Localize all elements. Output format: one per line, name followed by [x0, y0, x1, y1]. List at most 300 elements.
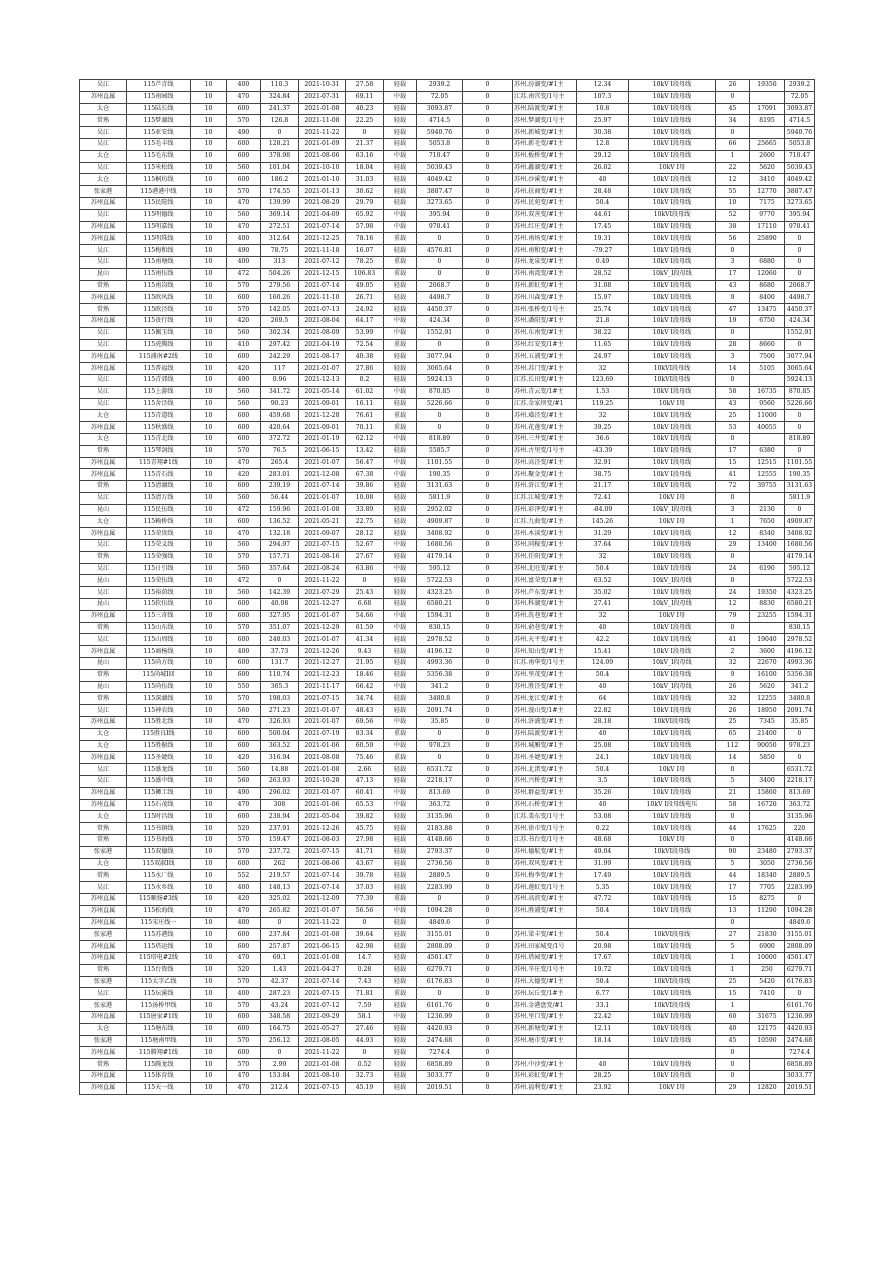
- table-row: [80, 256, 815, 268]
- line-name-cell: 115佩玉线: [127, 327, 191, 339]
- load-level-cell: 中载: [384, 91, 417, 103]
- voltage-cell: 10: [191, 669, 227, 681]
- user-capacity-cell: 18950: [750, 705, 785, 717]
- remaining-capacity-cell: 3480.8: [417, 693, 463, 705]
- region-cell: 苏州直属: [80, 221, 127, 233]
- table-row: [80, 398, 815, 410]
- available-capacity-cell: 1236.99: [785, 1011, 815, 1023]
- available-capacity-cell: 2889.5: [785, 870, 815, 882]
- load-level-cell: 轻载: [384, 976, 417, 988]
- available-capacity-cell: 0: [785, 893, 815, 905]
- busbar-cell: 10kV Ⅰ段母线: [629, 988, 716, 1000]
- flag-cell: 0: [463, 1059, 513, 1071]
- date-cell: 2021-07-14: [299, 870, 346, 882]
- user-count-cell: 0: [716, 622, 750, 634]
- flag-cell: 0: [463, 1000, 513, 1012]
- sub-rate-cell: 47.72: [577, 893, 629, 905]
- busbar-cell: 10kV_Ⅰ段母线: [629, 658, 716, 670]
- sub-rate-cell: 5.35: [577, 882, 629, 894]
- region-cell: 张家港: [80, 186, 127, 198]
- capacity-cell: 520: [227, 823, 261, 835]
- user-count-cell: 0: [716, 433, 750, 445]
- line-name-cell: 115米松线: [127, 162, 191, 174]
- user-capacity-cell: 19040: [750, 634, 785, 646]
- load-rate-cell: 2.66: [346, 764, 384, 776]
- busbar-cell: 10kV Ⅰ段母线: [629, 551, 716, 563]
- load-level-cell: 轻载: [384, 599, 417, 611]
- substation-cell: 苏州.兴桥变/#1主: [513, 776, 577, 788]
- load-cell: 76.5: [261, 445, 299, 457]
- voltage-cell: 10: [191, 103, 227, 115]
- available-capacity-cell: 4450.37: [785, 304, 815, 316]
- busbar-cell: 10kV Ⅰ段母线: [629, 150, 716, 162]
- load-level-cell: 轻载: [384, 858, 417, 870]
- busbar-cell: 10kVⅠ段母线: [629, 717, 716, 729]
- remaining-capacity-cell: 395.94: [417, 209, 463, 221]
- busbar-cell: 10kV Ⅰ段母线: [629, 256, 716, 268]
- voltage-cell: 10: [191, 1023, 227, 1035]
- load-rate-cell: 62.12: [346, 433, 384, 445]
- sub-rate-cell: 32: [577, 363, 629, 375]
- load-cell: 239.19: [261, 481, 299, 493]
- busbar-cell: 10kV Ⅰ段母线: [629, 1023, 716, 1035]
- table-row: [80, 823, 815, 835]
- region-cell: 吴江: [80, 245, 127, 257]
- capacity-cell: 570: [227, 304, 261, 316]
- flag-cell: 0: [463, 929, 513, 941]
- flag-cell: 0: [463, 398, 513, 410]
- region-cell: 太仓: [80, 150, 127, 162]
- line-name-cell: 115欧风线: [127, 292, 191, 304]
- remaining-capacity-cell: 3887.47: [417, 186, 463, 198]
- user-count-cell: 0: [716, 91, 750, 103]
- substation-cell: 苏州.彩虹变/#1主: [513, 1070, 577, 1082]
- region-cell: 太仓: [80, 516, 127, 528]
- region-cell: 吴江: [80, 492, 127, 504]
- user-count-cell: 53: [716, 422, 750, 434]
- sub-rate-cell: 1.53: [577, 386, 629, 398]
- user-capacity-cell: 6190: [750, 563, 785, 575]
- user-count-cell: 0: [716, 327, 750, 339]
- flag-cell: 0: [463, 351, 513, 363]
- sub-rate-cell: 29.12: [577, 150, 629, 162]
- load-cell: 159.47: [261, 835, 299, 847]
- table-row: [80, 905, 815, 917]
- table-row: [80, 197, 815, 209]
- busbar-cell: 10kV Ⅰ段母线: [629, 1011, 716, 1023]
- sub-rate-cell: 63.52: [577, 575, 629, 587]
- load-level-cell: 轻载: [384, 929, 417, 941]
- region-cell: 苏州直属: [80, 422, 127, 434]
- user-count-cell: 0: [716, 1047, 750, 1059]
- user-capacity-cell: 2600: [750, 150, 785, 162]
- voltage-cell: 10: [191, 622, 227, 634]
- remaining-capacity-cell: 4196.12: [417, 646, 463, 658]
- flag-cell: 0: [463, 658, 513, 670]
- flag-cell: 0: [463, 1035, 513, 1047]
- user-count-cell: 29: [716, 1082, 750, 1094]
- sub-rate-cell: 35.26: [577, 787, 629, 799]
- available-capacity-cell: 978.23: [785, 740, 815, 752]
- region-cell: 常熟: [80, 964, 127, 976]
- busbar-cell: 10kV Ⅰ段母线: [629, 776, 716, 788]
- user-capacity-cell: [750, 551, 785, 563]
- line-name-cell: 115浦南#2线: [127, 351, 191, 363]
- capacity-cell: 400: [227, 882, 261, 894]
- load-rate-cell: 37.03: [346, 882, 384, 894]
- date-cell: 2021-08-06: [299, 858, 346, 870]
- table-row: [80, 481, 815, 493]
- date-cell: 2021-05-27: [299, 1023, 346, 1035]
- load-level-cell: 轻载: [384, 351, 417, 363]
- flag-cell: 0: [463, 162, 513, 174]
- region-cell: 吴江: [80, 587, 127, 599]
- remaining-capacity-cell: 978.23: [417, 740, 463, 752]
- available-capacity-cell: 2939.2: [785, 80, 815, 92]
- sub-rate-cell: 38.22: [577, 327, 629, 339]
- capacity-cell: 560: [227, 587, 261, 599]
- available-capacity-cell: 72.05: [785, 91, 815, 103]
- line-name-cell: 115松海线: [127, 905, 191, 917]
- capacity-cell: 600: [227, 669, 261, 681]
- line-name-cell: 115坛溪线: [127, 988, 191, 1000]
- load-cell: 139.99: [261, 197, 299, 209]
- load-rate-cell: 65.92: [346, 209, 384, 221]
- user-capacity-cell: 39755: [750, 481, 785, 493]
- load-cell: 279.56: [261, 280, 299, 292]
- available-capacity-cell: 3131.63: [785, 481, 815, 493]
- line-name-cell: 115盛中线: [127, 776, 191, 788]
- load-rate-cell: 70.11: [346, 422, 384, 434]
- load-level-cell: 轻载: [384, 811, 417, 823]
- user-count-cell: 1: [716, 952, 750, 964]
- capacity-cell: 600: [227, 1011, 261, 1023]
- flag-cell: 0: [463, 1047, 513, 1059]
- load-rate-cell: 6.68: [346, 599, 384, 611]
- substation-cell: 苏州.民苑变/#1主: [513, 197, 577, 209]
- load-cell: 265.4: [261, 457, 299, 469]
- date-cell: 2021-01-08: [299, 929, 346, 941]
- remaining-capacity-cell: 3155.01: [417, 929, 463, 941]
- sub-rate-cell: 50.4: [577, 929, 629, 941]
- user-count-cell: 44: [716, 823, 750, 835]
- flag-cell: 0: [463, 870, 513, 882]
- table-row: [80, 929, 815, 941]
- region-cell: 苏州直属: [80, 292, 127, 304]
- load-cell: 157.71: [261, 551, 299, 563]
- sub-rate-cell: 40: [577, 681, 629, 693]
- load-rate-cell: 39.64: [346, 929, 384, 941]
- available-capacity-cell: 6176.83: [785, 976, 815, 988]
- sub-rate-cell: 21.17: [577, 481, 629, 493]
- user-count-cell: 12: [716, 528, 750, 540]
- user-capacity-cell: [750, 492, 785, 504]
- date-cell: 2021-07-12: [299, 256, 346, 268]
- table-row: [80, 893, 815, 905]
- load-level-cell: 重载: [384, 256, 417, 268]
- date-cell: 2021-11-18: [299, 245, 346, 257]
- remaining-capacity-cell: 424.34: [417, 315, 463, 327]
- date-cell: 2021-11-22: [299, 575, 346, 587]
- busbar-cell: 10kV Ⅰ母: [629, 398, 716, 410]
- region-cell: 太仓: [80, 103, 127, 115]
- table-row: [80, 1035, 815, 1047]
- load-level-cell: 轻载: [384, 846, 417, 858]
- line-name-cell: 115明珠线: [127, 233, 191, 245]
- table-row: [80, 658, 815, 670]
- date-cell: 2021-10-31: [299, 80, 346, 92]
- sub-rate-cell: 40: [577, 622, 629, 634]
- capacity-cell: 600: [227, 740, 261, 752]
- available-capacity-cell: 3887.47: [785, 186, 815, 198]
- flag-cell: 0: [463, 304, 513, 316]
- load-rate-cell: 7.43: [346, 976, 384, 988]
- load-level-cell: 重载: [384, 988, 417, 1000]
- voltage-cell: 10: [191, 646, 227, 658]
- region-cell: 太仓: [80, 174, 127, 186]
- available-capacity-cell: 5811.9: [785, 492, 815, 504]
- flag-cell: 0: [463, 327, 513, 339]
- sub-rate-cell: 50.4: [577, 563, 629, 575]
- remaining-capacity-cell: 4420.93: [417, 1023, 463, 1035]
- user-capacity-cell: 13400: [750, 540, 785, 552]
- capacity-cell: 600: [227, 103, 261, 115]
- flag-cell: 0: [463, 752, 513, 764]
- table-row: [80, 127, 815, 139]
- load-cell: 131.7: [261, 658, 299, 670]
- user-count-cell: 9: [716, 669, 750, 681]
- remaining-capacity-cell: 5940.76: [417, 127, 463, 139]
- load-rate-cell: 45.19: [346, 1082, 384, 1094]
- remaining-capacity-cell: 1236.99: [417, 1011, 463, 1023]
- flag-cell: 0: [463, 174, 513, 186]
- table-row: [80, 646, 815, 658]
- user-count-cell: 17: [716, 882, 750, 894]
- flag-cell: 0: [463, 893, 513, 905]
- substation-cell: 苏州.红安变/1#主: [513, 339, 577, 351]
- load-level-cell: 中载: [384, 787, 417, 799]
- region-cell: 吴江: [80, 80, 127, 92]
- substation-cell: 苏州.知山变/#1主: [513, 646, 577, 658]
- capacity-cell: 560: [227, 398, 261, 410]
- date-cell: 2021-12-27: [299, 599, 346, 611]
- voltage-cell: 10: [191, 469, 227, 481]
- sub-rate-cell: 25.08: [577, 740, 629, 752]
- line-name-cell: 115明德线: [127, 209, 191, 221]
- available-capacity-cell: 424.34: [785, 315, 815, 327]
- date-cell: 2021-01-06: [299, 740, 346, 752]
- load-cell: 326.93: [261, 717, 299, 729]
- voltage-cell: 10: [191, 540, 227, 552]
- load-cell: 313: [261, 256, 299, 268]
- busbar-cell: 10kV Ⅰ段母线: [629, 964, 716, 976]
- load-level-cell: 轻载: [384, 551, 417, 563]
- region-cell: 苏州直属: [80, 917, 127, 929]
- region-cell: 常熟: [80, 115, 127, 127]
- sub-rate-cell: 28.25: [577, 1070, 629, 1082]
- user-capacity-cell: [750, 764, 785, 776]
- substation-cell: 苏州.古里变/1号主: [513, 445, 577, 457]
- substation-cell: 苏州.南和变/#1主: [513, 245, 577, 257]
- line-name-cell: 115商杨线: [127, 646, 191, 658]
- substation-cell: 苏州.彩泽变/#1主: [513, 504, 577, 516]
- busbar-cell: 10kV Ⅰ段母线: [629, 905, 716, 917]
- load-cell: 271.23: [261, 705, 299, 717]
- load-level-cell: 轻载: [384, 186, 417, 198]
- user-capacity-cell: [750, 327, 785, 339]
- capacity-cell: 400: [227, 917, 261, 929]
- sub-rate-cell: 40: [577, 1059, 629, 1071]
- line-name-cell: 115清湖线: [127, 481, 191, 493]
- sub-rate-cell: 40: [577, 174, 629, 186]
- user-count-cell: 27: [716, 929, 750, 941]
- voltage-cell: 10: [191, 292, 227, 304]
- load-rate-cell: 63.16: [346, 150, 384, 162]
- sub-rate-cell: 50.4: [577, 905, 629, 917]
- remaining-capacity-cell: 1552.91: [417, 327, 463, 339]
- region-cell: 张家港: [80, 1000, 127, 1012]
- load-cell: 378.98: [261, 150, 299, 162]
- user-count-cell: 2: [716, 646, 750, 658]
- remaining-capacity-cell: 1094.28: [417, 905, 463, 917]
- date-cell: 2021-01-07: [299, 705, 346, 717]
- load-rate-cell: 43.67: [346, 858, 384, 870]
- flag-cell: 0: [463, 551, 513, 563]
- user-capacity-cell: 11000: [750, 410, 785, 422]
- region-cell: 苏州直属: [80, 363, 127, 375]
- substation-cell: 苏州.浒江变/#1主: [513, 481, 577, 493]
- load-cell: 241.37: [261, 103, 299, 115]
- line-name-cell: 115荣强线: [127, 551, 191, 563]
- load-level-cell: 中载: [384, 905, 417, 917]
- line-name-cell: 115神农线: [127, 705, 191, 717]
- user-count-cell: 0: [716, 127, 750, 139]
- user-capacity-cell: [750, 91, 785, 103]
- line-name-cell: 115时昌线: [127, 811, 191, 823]
- load-rate-cell: 44.93: [346, 1035, 384, 1047]
- user-capacity-cell: 19350: [750, 587, 785, 599]
- line-name-cell: 115狮工线: [127, 787, 191, 799]
- available-capacity-cell: 0: [785, 422, 815, 434]
- voltage-cell: 10: [191, 929, 227, 941]
- busbar-cell: 10kV Ⅰ段母线: [629, 540, 716, 552]
- substation-cell: 苏州.圣婕变/#1主: [513, 752, 577, 764]
- load-cell: 262: [261, 858, 299, 870]
- user-capacity-cell: 6750: [750, 315, 785, 327]
- table-row: [80, 870, 815, 882]
- load-level-cell: 轻载: [384, 1059, 417, 1071]
- voltage-cell: 10: [191, 1011, 227, 1023]
- load-cell: 212.4: [261, 1082, 299, 1094]
- remaining-capacity-cell: 4179.14: [417, 551, 463, 563]
- user-count-cell: 5: [716, 776, 750, 788]
- substation-cell: 苏州.高滨变/#1主: [513, 893, 577, 905]
- remaining-capacity-cell: 2939.2: [417, 80, 463, 92]
- date-cell: 2021-12-23: [299, 669, 346, 681]
- sub-rate-cell: 28.18: [577, 717, 629, 729]
- available-capacity-cell: 595.12: [785, 563, 815, 575]
- voltage-cell: 10: [191, 481, 227, 493]
- voltage-cell: 10: [191, 492, 227, 504]
- line-name-cell: 115荣伍线: [127, 575, 191, 587]
- load-cell: 312.64: [261, 233, 299, 245]
- line-name-cell: 115南伍线: [127, 268, 191, 280]
- load-level-cell: 轻载: [384, 304, 417, 316]
- load-rate-cell: 0.2: [346, 374, 384, 386]
- load-level-cell: 中载: [384, 433, 417, 445]
- date-cell: 2021-07-15: [299, 540, 346, 552]
- capacity-cell: 570: [227, 445, 261, 457]
- substation-cell: 苏州.五浦变/#1主: [513, 351, 577, 363]
- user-count-cell: 0: [716, 917, 750, 929]
- region-cell: 吴江: [80, 162, 127, 174]
- capacity-cell: 490: [227, 787, 261, 799]
- voltage-cell: 10: [191, 80, 227, 92]
- voltage-cell: 10: [191, 835, 227, 847]
- load-cell: 110.3: [261, 80, 299, 92]
- load-cell: 272.51: [261, 221, 299, 233]
- load-cell: 198.03: [261, 693, 299, 705]
- available-capacity-cell: 4498.7: [785, 292, 815, 304]
- remaining-capacity-cell: 341.2: [417, 681, 463, 693]
- capacity-cell: 420: [227, 469, 261, 481]
- user-capacity-cell: 12555: [750, 469, 785, 481]
- available-capacity-cell: 5039.43: [785, 162, 815, 174]
- sub-rate-cell: 119.25: [577, 398, 629, 410]
- user-count-cell: 47: [716, 304, 750, 316]
- capacity-cell: 490: [227, 374, 261, 386]
- line-name-cell: 115清万线: [127, 492, 191, 504]
- substation-cell: 苏州.三井变/#1主: [513, 433, 577, 445]
- substation-cell: 江苏.娄东变/1号主: [513, 811, 577, 823]
- user-count-cell: 52: [716, 209, 750, 221]
- table-row: [80, 941, 815, 953]
- user-count-cell: 29: [716, 540, 750, 552]
- date-cell: 2021-01-07: [299, 492, 346, 504]
- load-rate-cell: 27.86: [346, 363, 384, 375]
- busbar-cell: 10kV Ⅰ段母线: [629, 952, 716, 964]
- load-level-cell: 中载: [384, 740, 417, 752]
- user-capacity-cell: [750, 1047, 785, 1059]
- capacity-cell: 400: [227, 646, 261, 658]
- voltage-cell: 10: [191, 1047, 227, 1059]
- capacity-cell: 520: [227, 964, 261, 976]
- date-cell: 2021-07-19: [299, 728, 346, 740]
- capacity-cell: 470: [227, 1082, 261, 1094]
- capacity-cell: 420: [227, 893, 261, 905]
- load-cell: 500.04: [261, 728, 299, 740]
- voltage-cell: 10: [191, 551, 227, 563]
- busbar-cell: 10kV Ⅰ段母线: [629, 705, 716, 717]
- line-name-cell: 115普福线: [127, 363, 191, 375]
- user-capacity-cell: [750, 575, 785, 587]
- user-count-cell: 60: [716, 1011, 750, 1023]
- available-capacity-cell: 395.94: [785, 209, 815, 221]
- load-cell: 110.74: [261, 669, 299, 681]
- load-rate-cell: 75.46: [346, 752, 384, 764]
- table-row: [80, 764, 815, 776]
- date-cell: 2021-01-19: [299, 433, 346, 445]
- capacity-cell: 400: [227, 233, 261, 245]
- flag-cell: 0: [463, 115, 513, 127]
- remaining-capacity-cell: 0: [417, 339, 463, 351]
- remaining-capacity-cell: 2808.09: [417, 941, 463, 953]
- voltage-cell: 10: [191, 339, 227, 351]
- available-capacity-cell: 220: [785, 823, 815, 835]
- remaining-capacity-cell: 4849.6: [417, 917, 463, 929]
- capacity-cell: 600: [227, 351, 261, 363]
- load-rate-cell: 64.17: [346, 315, 384, 327]
